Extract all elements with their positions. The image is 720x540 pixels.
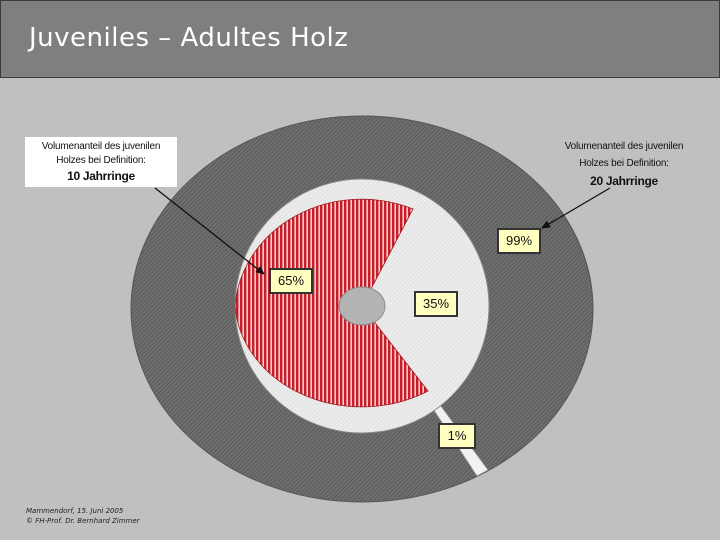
label-right-line2: Holzes bei Definition: — [579, 158, 669, 169]
pct-outer-99: 99% — [497, 228, 541, 254]
slide-title: Juveniles – Adultes Holz — [29, 23, 349, 53]
footer — [26, 506, 140, 526]
label-10-rings — [25, 137, 177, 187]
label-20-rings — [553, 140, 695, 189]
label-right-line1: Volumenanteil des juvenilen — [564, 141, 684, 152]
pct-strip-1: 1% — [438, 423, 476, 449]
label-right-line3: 20 Jahrringe — [590, 174, 658, 188]
label-left-line2: Holzes bei Definition: — [56, 155, 146, 166]
footer-location-date: Mammendorf, 15. Juni 2005 — [26, 507, 124, 515]
footer-copyright: © FH-Prof. Dr. Bernhard Zimmer — [26, 517, 140, 525]
label-left-line1: Volumenanteil des juvenilen — [41, 141, 161, 152]
label-left-line3: 10 Jahrringe — [67, 169, 135, 183]
pct-juvenile-65: 65% — [269, 268, 313, 294]
pith — [339, 287, 385, 325]
pct-adult-35: 35% — [414, 291, 458, 317]
